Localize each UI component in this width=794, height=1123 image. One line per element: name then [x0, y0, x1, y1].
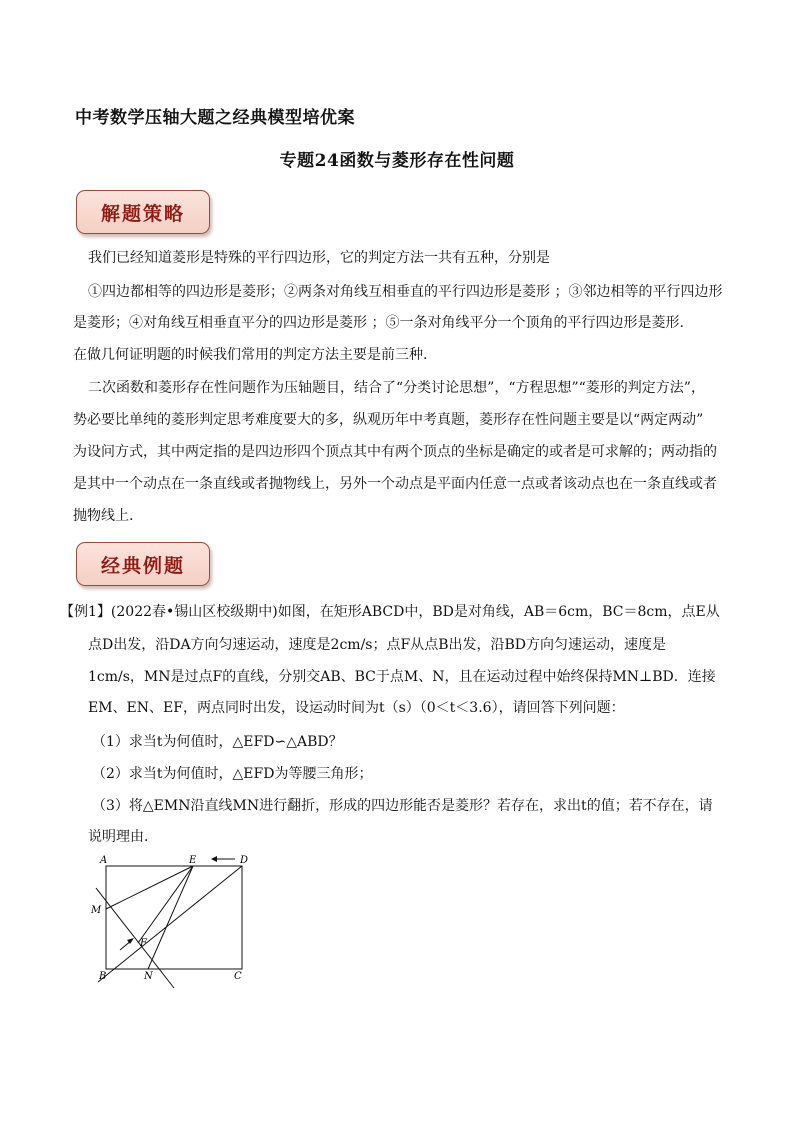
strategy-para-line-4: 是其中一个动点在一条直线或者抛物线上，另外一个动点是平面内任意一点或者该动点也在一条直线或者 [73, 476, 717, 492]
strategy-para-line-1: 二次函数和菱形存在性问题作为压轴题目，结合了“分类讨论思想”，“方程思想”“菱形的判定方法”， [88, 380, 705, 396]
example-tag: 【例1】 [60, 604, 111, 620]
segment-en [148, 866, 193, 969]
strategy-para-line-5: 抛物线上. [73, 508, 134, 524]
strategy-intro: 我们已经知道菱形是特殊的平行四边形，它的判定方法一共有五种，分别是 [88, 250, 550, 266]
rectangle-figure [88, 852, 258, 992]
strategy-para-line-3: 为设问方式，其中两定指的是四边形四个顶点其中有两个顶点的坐标是确定的或者是可求解的；两动指的 [73, 444, 717, 460]
arrow-e-head [211, 856, 217, 862]
topic-title: 专题24函数与菱形存在性问题 [279, 151, 515, 171]
example-source: (2022春•锡山区校级期中) [110, 604, 278, 620]
example-1-question-2: （2）求当t为何值时，△EFD为等腰三角形； [92, 766, 373, 782]
example-1-line-2: 点D出发，沿DA方向匀速运动，速度是2cm/s；点F从点B出发，沿BD方向匀速运动，速度是 [88, 637, 666, 653]
example-1-question-1: （1）求当t为何值时，△EFD∽△ABD？ [92, 734, 343, 750]
strategy-common: 在做几何证明题的时候我们常用的判定方法主要是前三种. [73, 347, 428, 363]
example-1-line-4: EM、EN、EF，两点同时出发，设运动时间为t（s）（0＜t＜3.6），请回答下列问题： [88, 700, 625, 716]
label-c: C [234, 971, 242, 982]
label-d: D [240, 855, 249, 866]
strategy-para-line-2: 势必要比单纯的菱形判定思考难度要大的多，纵观历年中考真题，菱形存在性问题主要是以“两定两动” [73, 412, 704, 428]
strategy-criteria-1: ①四边都相等的四边形是菱形；②两条对角线互相垂直的平行四边形是菱形 ；③邻边相等的平行四边形 [88, 284, 723, 300]
example-1-question-3: （3）将△EMN沿直线MN进行翻折，形成的四边形能否是菱形？若存在，求出t的值；若不存在，请 [92, 798, 713, 814]
example-1-line-1 [60, 603, 720, 621]
section-heading-strategy: 解题策略 [76, 190, 210, 234]
diagonal-bd [98, 866, 242, 982]
segment-em [106, 866, 193, 909]
label-e: E [189, 855, 197, 866]
section-heading-examples: 经典例题 [76, 542, 210, 586]
strategy-criteria-2: 是菱形；④对角线互相垂直平分的四边形是菱形 ；⑤一条对角线平分一个顶角的平行四边形是菱形. [73, 315, 684, 331]
rectangle-abcd [106, 866, 242, 969]
label-n: N [144, 971, 153, 982]
label-a: A [100, 855, 108, 866]
segment-ef [138, 866, 193, 943]
line-mn [96, 888, 174, 988]
label-f: F [140, 938, 147, 949]
series-title: 中考数学压轴大题之经典模型培优案 [75, 108, 355, 128]
example-text-1: 如图，在矩形ABCD中，BD是对角线，AB＝6cm，BC＝8cm，点E从 [277, 604, 720, 620]
label-b: B [99, 971, 107, 982]
label-m: M [91, 905, 102, 916]
example-1-question-3-cont: 说明理由． [88, 829, 158, 845]
example-1-line-3: 1cm/s，MN是过点F的直线，分别交AB、BC于点M、N，且在运动过程中始终保持MN⊥BD．连接 [88, 669, 716, 685]
